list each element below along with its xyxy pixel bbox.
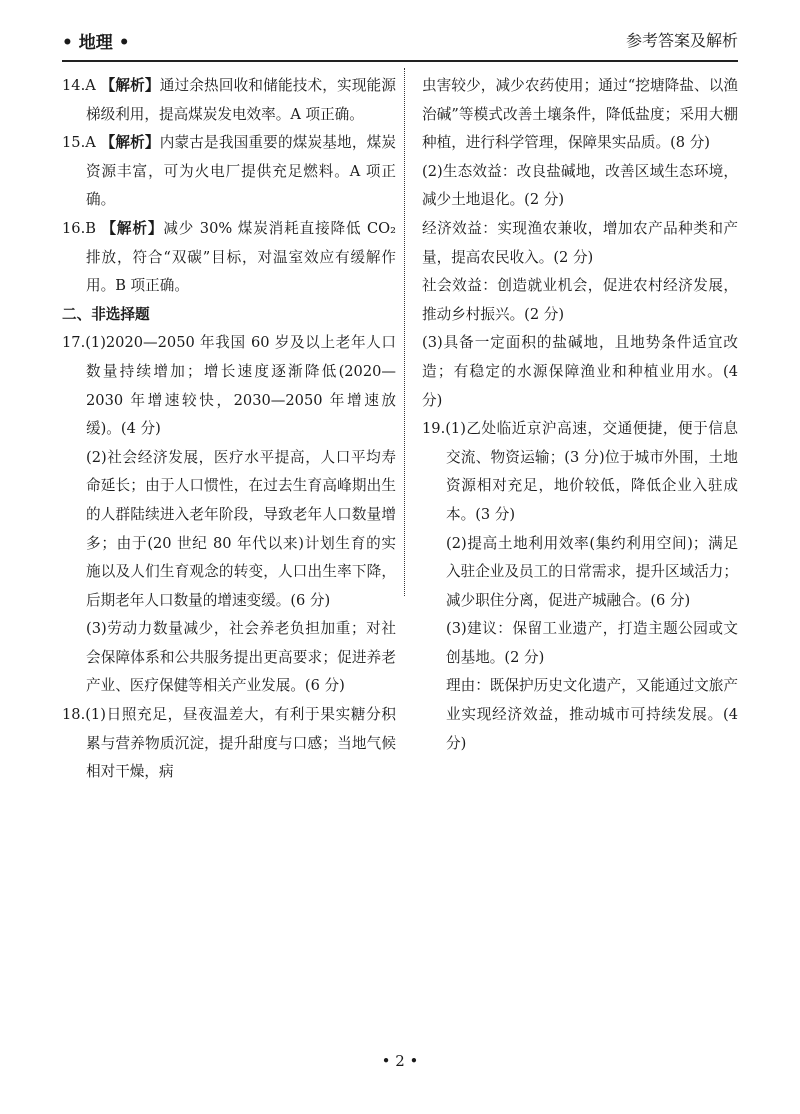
answer-16 [62, 215, 396, 301]
answer-text: (1)2020—2050 年我国 60 岁及以上老年人口数量持续增加；增长速度逐渐降低(2020—2030 年增速较快，2030—2050 年增速放缓)。(4 分) [85, 334, 396, 438]
answer-choice: A [85, 77, 96, 94]
section-heading: 二、非选择题 [62, 305, 150, 323]
question-number: 15. [62, 134, 86, 152]
column-divider [404, 68, 405, 596]
answer-17-part1 [62, 329, 396, 443]
answer-18-part3: (3)具备一定面积的盐碱地，且地势条件适宜改造；有稳定的水源保障渔业和种植业用水。(4 分) [422, 334, 738, 409]
answer-text: (1)乙处临近京沪高速，交通便捷，便于信息交流、物资运输；(3 分)位于城市外围，土地资源相对充足，地价较低，降低企业入驻成本。(3 分) [445, 420, 738, 523]
answer-19-part2: (2)提高土地利用效率(集约利用空间)；满足入驻企业及员工的日常需求，提升区域活力；减少职住分离，促进产城融合。(6 分) [446, 534, 738, 609]
question-number: 18. [62, 706, 86, 724]
analysis-text: 通过余热回收和储能技术，实现能源梯级利用，提高煤炭发电效率。A 项正确。 [86, 77, 396, 123]
answer-18-part2-economic: 经济效益：实现渔农兼收，增加农产品种类和产量，提高农民收入。(2 分) [422, 219, 738, 266]
question-number: 14. [62, 77, 86, 94]
question-number: 16. [62, 219, 86, 237]
left-column [62, 72, 396, 787]
header-rule [62, 60, 738, 62]
analysis-text: 内蒙古是我国重要的煤炭基地，煤炭资源丰富，可为火电厂提供充足燃料。A 项正确。 [86, 134, 396, 209]
question-number: 19. [422, 420, 446, 438]
subject-label: • 地理 • [62, 33, 130, 53]
answer-19-reason: 理由：既保护历史文化遗产，又能通过文旅产业实现经济效益，推动城市可持续发展。(4 分) [446, 677, 738, 752]
answer-19-part1 [422, 415, 738, 529]
question-number: 17. [62, 334, 86, 352]
answer-14 [62, 72, 396, 129]
answer-17-part3: (3)劳动力数量减少，社会养老负担加重；对社会保障体系和公共服务提出更高要求；促进养老产业、医疗保健等相关产业发展。(6 分) [86, 620, 396, 695]
analysis-tag: 【解析】 [100, 134, 160, 152]
analysis-tag: 【解析】 [100, 77, 160, 94]
answer-choice: A [85, 134, 96, 152]
analysis-tag: 【解析】 [101, 219, 164, 237]
answer-text: (1)日照充足，昼夜温差大，有利于果实糖分积累与营养物质沉淀，提升甜度与口感；当地气候相对干燥，病 [85, 706, 396, 781]
answer-17-part2: (2)社会经济发展，医疗水平提高，人口平均寿命延长；由于人口惯性，在过去生育高峰期出生的人群陆续进入老年阶段，导致老年人口数量增多；由于(20 世纪 80 年代以来)计划生育的实施以及人们生育观念的转变，人口出生率下降，后期老年人口数量的增速变缓。(6 分) [86, 448, 396, 609]
answer-18-part2: (2)生态效益：改良盐碱地，改善区域生态环境，减少土地退化。(2 分) [422, 162, 738, 209]
page-number: • 2 • [381, 1052, 419, 1070]
page-header [62, 28, 738, 62]
answer-18-part1-cont: 虫害较少，减少农药使用；通过“挖塘降盐、以渔治碱”等模式改善土壤条件，降低盐度；采用大棚种植，进行科学管理，保障果实品质。(8 分) [422, 77, 738, 152]
analysis-text: 减少 30% 煤炭消耗直接降低 CO₂ 排放，符合“双碳”目标，对温室效应有缓解作用。B 项正确。 [86, 219, 396, 295]
answer-19-part3: (3)建议：保留工业遗产，打造主题公园或文创基地。(2 分) [446, 620, 738, 666]
answer-choice: B [85, 219, 96, 237]
right-column [422, 72, 738, 758]
answer-18-part2-social: 社会效益：创造就业机会，促进农村经济发展，推动乡村振兴。(2 分) [422, 277, 738, 323]
header-title: 参考答案及解析 [625, 31, 738, 50]
answer-18-part1 [62, 701, 396, 787]
answer-15 [62, 129, 396, 215]
